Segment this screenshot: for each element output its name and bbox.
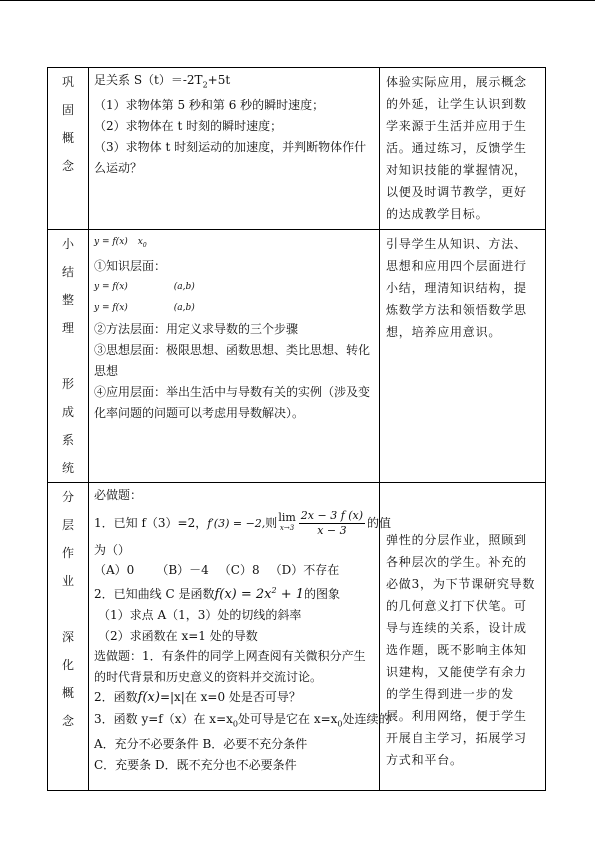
stage-label: 分 层 作 业 深 化 概 念	[61, 490, 74, 728]
summary-formula: y = f(x) $x_0$	[94, 237, 147, 249]
problem-part-2: （2）求物体在 t 时刻的瞬时速度；	[94, 119, 283, 134]
stage-char: 概	[61, 131, 74, 145]
content-cell	[89, 68, 380, 230]
question-2-part-1: （1）求点 A（1，3）处的切线的斜率	[98, 608, 302, 622]
question-2: 2．已知曲线 C 是函数$f(x) = 2x^2 + 1$的图象	[94, 585, 341, 602]
question-1-options: （A）0 （B）－4 （C）8 （D）不存在	[94, 563, 340, 577]
stage-label	[61, 68, 75, 180]
lesson-plan-table	[47, 67, 546, 791]
stage-cell	[48, 483, 89, 791]
description-cell	[380, 68, 546, 230]
table-row	[48, 483, 546, 791]
stage-cell	[48, 230, 89, 483]
stage-cell	[48, 68, 89, 230]
problem-part-3: （3）求物体 t 时刻运动的加速度，并判断物体作什么运动？	[94, 140, 367, 176]
optional-question-3-options-cd: C．充要条 D．既不充分也不必要条件	[94, 757, 297, 772]
method-level: ②方法层面：用定义求导数的三个步骤	[94, 321, 299, 336]
table-row	[48, 68, 546, 230]
optional-question-1: 选做题：1．有条件的同学上网查阅有关微积分产生的时代背景和历史意义的资料并交流讨论。	[94, 649, 366, 684]
description-cell	[380, 483, 546, 791]
content-cell	[89, 483, 392, 791]
description-text: 引导学生从知识、方法、思想和应用四个层面进行小结，理清知识结构，提炼数学方法和领悟数学思想，培养应用意识。	[386, 237, 527, 339]
table-row	[48, 230, 546, 483]
stage-char: 巩	[61, 75, 74, 89]
knowledge-formula-1: y = f(x) (a,b)	[94, 281, 195, 292]
content-cell	[89, 230, 380, 483]
description-text: 体验实际应用，展示概念的外延，让学生认识到数学来源于生活并应用于生活。通过练习，反馈学生对知识技能的掌握情况，以便及时调节教学，更好的达成教学目标。	[386, 75, 527, 221]
optional-question-3: 3．函数 y=f（x）在 $x=x_0$处可导是它在 $x=x_0$处连续的	[94, 711, 391, 728]
stage-char: 念	[61, 159, 74, 173]
optional-question-2: 2．函数f(x)=|x|在 x=0 处是否可导？	[94, 690, 301, 705]
problem-intro: 足关系 $S(t)=-2T_2+5t$	[94, 73, 231, 90]
stage-char: 固	[61, 103, 74, 117]
knowledge-level: ①知识层面：	[94, 258, 167, 273]
required-heading: 必做题：	[94, 488, 143, 502]
description-text: 弹性的分层作业，照顾到各种层次的学生。补充的必做3，为下节课研究导数的几何意义打下伏笔。可导与连续的关系，设计成选作题，既不影响主体知识建构，又能使学有余力的学生得到进一步的发展。利用网络，便于学生开展自主学习，拓展学习方式和平台。	[386, 533, 536, 767]
problem-part-1: （1）求物体第 5 秒和第 6 秒的瞬时速度；	[94, 98, 325, 113]
question-1: 1．已知 f（3）=2，f′(3) = −2,则 lim x→3 $\frac{2x - 3 f (x)}{x - 3}$ 的值	[94, 508, 392, 537]
description-cell	[380, 230, 546, 483]
header-rule	[0, 0, 595, 1]
stage-label: 小 结 整 理 形 成 系 统	[61, 237, 74, 475]
question-2-part-2: （2）求函数在 x=1 处的导数	[98, 628, 258, 643]
application-level: ④应用层面：举出生活中与导数有关的实例（涉及变化率问题的问题可以考虑用导数解决）。	[94, 384, 371, 420]
question-1-blank: 为（）	[94, 542, 131, 557]
knowledge-formula-2: y = f(x) (a,b)	[94, 302, 195, 313]
optional-question-3-options-ab: A．充分不必要条件 B．必要不充分条件	[94, 737, 308, 752]
thinking-level: ③思想层面：极限思想、函数思想、类比思想、转化思想	[94, 342, 371, 378]
